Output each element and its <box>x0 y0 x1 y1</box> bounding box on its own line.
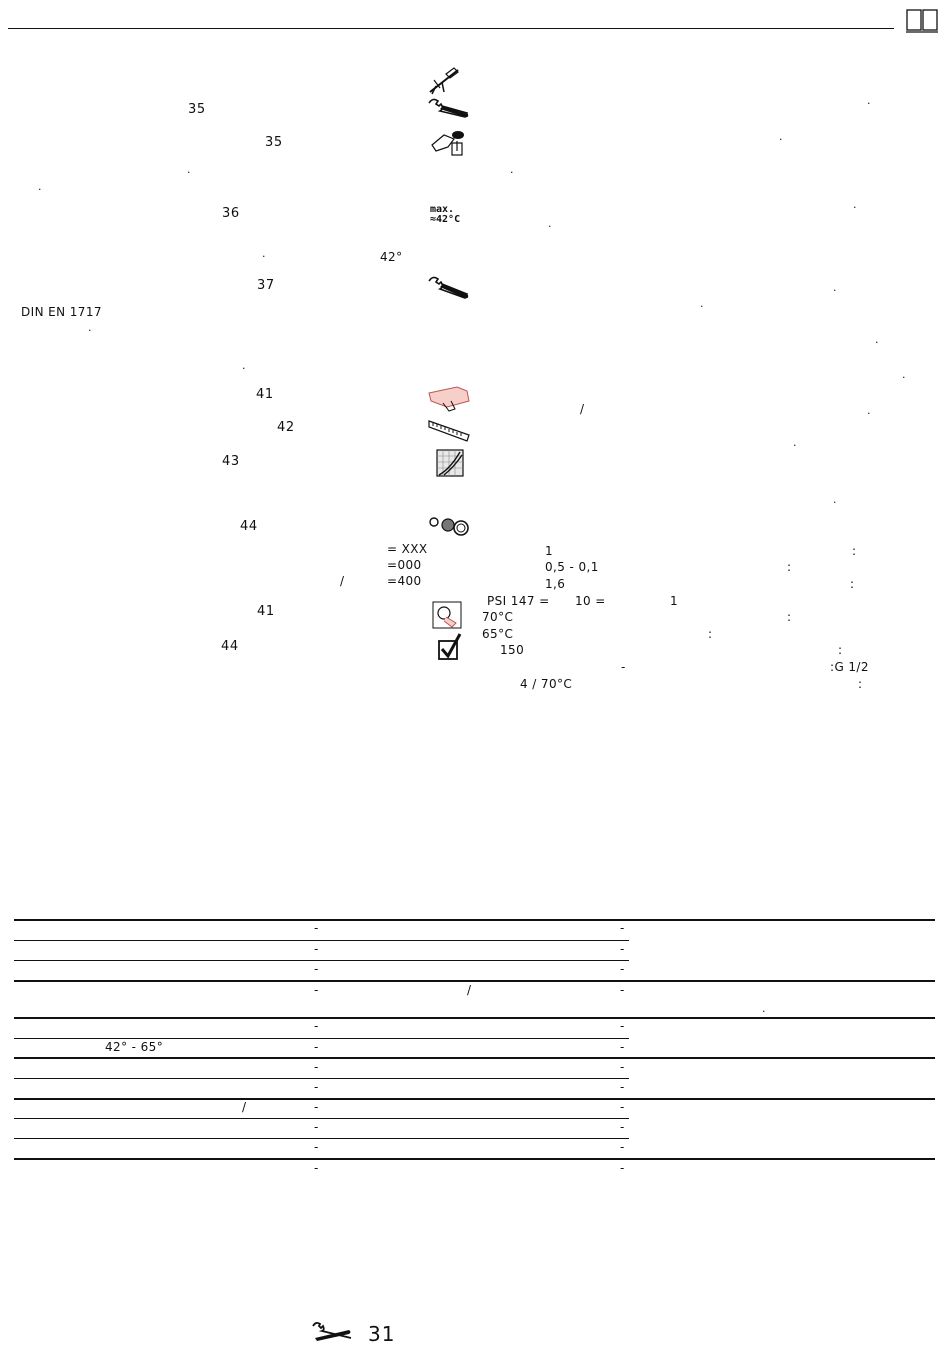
code-000: =000 <box>387 558 422 572</box>
table-rule <box>14 980 935 982</box>
table-dash: - <box>620 962 625 976</box>
wrench-icon <box>427 97 471 123</box>
header-rule <box>8 28 894 29</box>
table-dash: - <box>314 1140 319 1154</box>
colon: : <box>787 610 792 624</box>
table-dash: - <box>620 1120 625 1134</box>
ref-42: 42 <box>277 420 295 435</box>
period: . <box>38 180 42 193</box>
temp-65: 65°C <box>482 627 514 641</box>
colon: : <box>850 577 855 591</box>
table-dash: - <box>314 942 319 956</box>
ref-36: 36 <box>222 206 240 221</box>
table-dot: . <box>762 1002 766 1015</box>
table-rule <box>14 1038 629 1039</box>
period: . <box>187 163 191 176</box>
table-dash: - <box>314 1120 319 1134</box>
colon: : <box>852 544 857 558</box>
table-rule <box>14 1138 629 1139</box>
thread-size: :G 1/2 <box>830 660 869 674</box>
table-rule <box>14 1158 935 1160</box>
colon: : <box>787 560 792 574</box>
period: . <box>853 198 857 211</box>
table-dash: - <box>620 983 625 997</box>
filter-parts-icon <box>428 514 472 544</box>
colon: : <box>708 627 713 641</box>
ref-35-a: 35 <box>188 102 206 117</box>
period: . <box>548 217 552 230</box>
value-150: 150 <box>500 643 525 657</box>
ref-37: 37 <box>257 278 275 293</box>
table-rule <box>14 940 629 941</box>
hand-cartridge-icon <box>430 127 470 163</box>
period: . <box>833 493 837 506</box>
page-number: 31 <box>368 1322 396 1346</box>
psi-value: PSI 147 = <box>487 594 550 608</box>
code-xxx: = XXX <box>387 542 428 556</box>
value-range: 0,5 - 0,1 <box>545 560 599 574</box>
table-dash: - <box>314 1161 319 1175</box>
ref-41-b: 41 <box>257 604 275 619</box>
max-label: max. <box>430 204 455 215</box>
table-dash: - <box>620 1060 625 1074</box>
ref-44-a: 44 <box>240 519 258 534</box>
table-rule <box>14 1057 935 1059</box>
hand-valve-icon <box>432 601 462 633</box>
table-dash: - <box>314 962 319 976</box>
wrenches-icon <box>311 1320 353 1348</box>
code-slash: / <box>340 574 345 588</box>
table-rule <box>14 960 629 961</box>
table-dash: - <box>314 1019 319 1033</box>
period: . <box>867 404 871 417</box>
table-dash: - <box>314 1100 319 1114</box>
period: . <box>242 359 246 372</box>
table-dash: - <box>314 1040 319 1054</box>
checkbox-checked-icon <box>437 633 463 665</box>
ref-43: 43 <box>222 454 240 469</box>
table-rule <box>14 1118 629 1119</box>
max-temperature-icon <box>430 205 460 225</box>
table-dash: - <box>314 1080 319 1094</box>
colon: : <box>858 677 863 691</box>
ref-35-b: 35 <box>265 135 283 150</box>
hand-pressing-icon <box>427 385 471 417</box>
value-1-6: 1,6 <box>545 577 566 591</box>
pressure-temp: 4 / 70°C <box>520 677 573 691</box>
table-rule <box>14 919 935 921</box>
wrench-icon <box>427 275 471 305</box>
period: . <box>875 333 879 346</box>
table-dash: - <box>620 921 625 935</box>
table-slash: / <box>467 983 472 997</box>
table-dash: - <box>620 1100 625 1114</box>
caulking-gun-icon <box>424 66 464 100</box>
standard-din-en-1717: DIN EN 1717 <box>21 305 102 319</box>
max-temp-label: ≈42°C <box>430 214 461 225</box>
period: . <box>510 163 514 176</box>
table-dash: - <box>314 983 319 997</box>
dash: - <box>621 660 626 674</box>
table-dash: - <box>620 1019 625 1033</box>
period: . <box>262 247 266 260</box>
period: . <box>700 297 704 310</box>
period: . <box>902 368 906 381</box>
colon: : <box>838 643 843 657</box>
ten-value: 10 = <box>575 594 606 608</box>
one-value: 1 <box>670 594 679 608</box>
period: . <box>867 94 871 107</box>
value-1: 1 <box>545 544 554 558</box>
ref-41-a: 41 <box>256 387 274 402</box>
table-rule <box>14 1017 935 1019</box>
table-rule <box>14 1078 629 1079</box>
open-book-icon <box>905 8 939 38</box>
table-dash: - <box>620 942 625 956</box>
period: . <box>793 436 797 449</box>
period: . <box>833 281 837 294</box>
temperature-42: 42° <box>380 250 403 264</box>
table-temp-range: 42° - 65° <box>105 1040 164 1054</box>
slash: / <box>580 402 585 416</box>
ruler-icon <box>427 417 471 447</box>
period: . <box>779 130 783 143</box>
table-dash: - <box>314 921 319 935</box>
table-dash: - <box>620 1080 625 1094</box>
temp-70: 70°C <box>482 610 514 624</box>
flow-chart-icon <box>436 449 464 481</box>
table-dash: - <box>314 1060 319 1074</box>
ref-44-b: 44 <box>221 639 239 654</box>
table-slash: / <box>242 1100 247 1114</box>
table-dash: - <box>620 1140 625 1154</box>
table-dash: - <box>620 1040 625 1054</box>
table-rule <box>14 1098 935 1100</box>
period: . <box>88 321 92 334</box>
table-dash: - <box>620 1161 625 1175</box>
code-400: =400 <box>387 574 422 588</box>
